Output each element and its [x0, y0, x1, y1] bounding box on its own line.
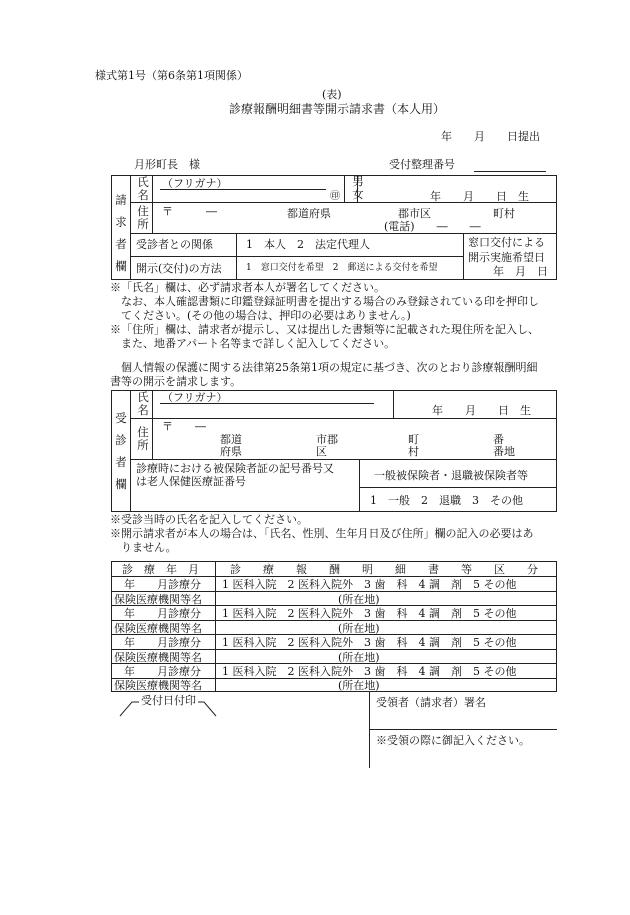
- insurance-label-1: 診療時における被保険者証の記号番号又: [136, 462, 334, 475]
- patient-section-label: 受 診 者 欄: [115, 411, 127, 491]
- note-3: てください。(その他の場合は、押印の必要はありません。): [110, 309, 411, 322]
- requester-furigana-line: [160, 189, 326, 190]
- method-options[interactable]: 1 窓口交付を希望 2 郵送による交付を希望: [246, 263, 438, 273]
- records-header-category: 診 療 報 酬 明 細 書 等 区 分: [230, 563, 538, 576]
- patient-no-top: 番: [493, 433, 504, 446]
- record-4-location[interactable]: (所在地): [338, 679, 380, 692]
- record-3-options[interactable]: 1 医科入院 2 医科入院外 3 歯 科 4 調 剤 5 その他: [222, 636, 517, 649]
- intro-line-2: 書等の開示を請求します。: [110, 375, 242, 388]
- record-1-options[interactable]: 1 医科入院 2 医科入院外 3 歯 科 4 調 剤 5 その他: [222, 578, 517, 591]
- note-1: ※「氏名」欄は、必ず請求者本人が署名してください。: [110, 281, 385, 294]
- requester-city: 郡市区: [398, 207, 431, 220]
- window-label-1: 窓口交付による: [468, 236, 545, 249]
- note-2: なお、本人確認書類に印鑑登録証明書を提出する場合のみ登録されている印を押印し: [110, 295, 539, 308]
- side-indicator: (表): [322, 88, 342, 101]
- note-4: ※「住所」欄は、請求者が提示し、又は提出した書類等に記載された現住所を記入し、: [110, 323, 539, 336]
- reception-number-field[interactable]: [474, 171, 546, 172]
- intro-line-1: 個人情報の保護に関する法律第25条第1項の規定に基づき、次のとおり診療報酬明細: [110, 361, 538, 374]
- window-label-2: 開示実施希望日: [468, 251, 545, 264]
- record-4-facility: 保険医療機関等名: [114, 679, 202, 692]
- note-7: ※開示請求者が本人の場合は、「氏名、性別、生年月日及び住所」欄の記入の必要はあ: [110, 527, 534, 540]
- insured-options[interactable]: 1 一般 2 退職 3 その他: [370, 494, 523, 507]
- receiver-signature-line[interactable]: [369, 729, 557, 730]
- addressee: 月形町長 様: [134, 158, 200, 171]
- requester-gender[interactable]: 男 女: [352, 174, 364, 201]
- record-2-facility: 保険医療機関等名: [114, 622, 202, 635]
- patient-no-bottom: 番地: [493, 445, 515, 458]
- stamp-label: 受付日付印: [141, 694, 196, 707]
- patient-town-bottom: 村: [408, 445, 419, 458]
- patient-pref-bottom: 府県: [220, 445, 242, 458]
- insurance-label-2: は老人保健医療証番号: [136, 475, 246, 488]
- requester-furigana[interactable]: （フリガナ）: [162, 177, 228, 190]
- patient-pref-top: 都道: [220, 433, 242, 446]
- patient-name-label: 氏 名: [137, 390, 149, 417]
- method-label: 開示(交付)の方法: [136, 262, 222, 275]
- record-4-month[interactable]: 年 月診療分: [124, 665, 201, 678]
- form-number: 様式第1号（第6条第1項関係）: [95, 69, 248, 82]
- record-3-facility: 保険医療機関等名: [114, 651, 202, 664]
- relation-options[interactable]: 1 本人 2 法定代理人: [246, 238, 370, 251]
- patient-city-bottom: 区: [316, 445, 327, 458]
- relation-label: 受診者との関係: [136, 238, 213, 251]
- requester-birth[interactable]: 年 月 日 生: [430, 190, 529, 203]
- note-5: また、地番アパート名等まで詳しく記入してください。: [110, 337, 396, 350]
- requester-pref: 都道府県: [287, 207, 331, 220]
- note-6: ※受診当時の氏名を記入してください。: [110, 513, 308, 526]
- patient-address-label: 住 所: [137, 425, 149, 452]
- record-4-options[interactable]: 1 医科入院 2 医科入院外 3 歯 科 4 調 剤 5 その他: [222, 665, 517, 678]
- record-2-options[interactable]: 1 医科入院 2 医科入院外 3 歯 科 4 調 剤 5 その他: [222, 607, 517, 620]
- patient-town-top: 町: [408, 433, 419, 446]
- records-header-month: 診 療 年 月: [122, 563, 199, 576]
- submission-date[interactable]: 年 月 日提出: [441, 130, 540, 143]
- seal-mark: ㊞: [330, 191, 340, 202]
- record-2-location[interactable]: (所在地): [338, 622, 380, 635]
- patient-furigana-line: [160, 403, 374, 404]
- receiver-label: 受領者（請求者）署名: [376, 696, 486, 709]
- requester-section-label: 請 求 者 欄: [115, 193, 127, 273]
- note-8: りません。: [110, 541, 177, 554]
- requester-name-label: 氏 名: [137, 175, 149, 202]
- record-3-location[interactable]: (所在地): [338, 651, 380, 664]
- requester-address-label: 住 所: [137, 204, 149, 231]
- requester-phone[interactable]: (電話) ― ―: [384, 220, 481, 233]
- record-1-location[interactable]: (所在地): [338, 593, 380, 606]
- record-2-month[interactable]: 年 月診療分: [124, 607, 201, 620]
- receiver-note: ※受領の際に御記入ください。: [376, 734, 530, 747]
- patient-furigana[interactable]: （フリガナ）: [162, 391, 228, 404]
- form-title: 診療報酬明細書等開示請求書（本人用）: [229, 102, 446, 116]
- window-date[interactable]: 年 月 日: [493, 265, 548, 278]
- patient-postal[interactable]: 〒 ―: [162, 420, 206, 433]
- reception-number-label: 受付整理番号: [389, 158, 455, 171]
- record-1-month[interactable]: 年 月診療分: [124, 578, 201, 591]
- insured-type: 一般被保険者・退職被保険者等: [374, 469, 528, 482]
- requester-postal[interactable]: 〒 ―: [162, 205, 217, 218]
- record-3-month[interactable]: 年 月診療分: [124, 636, 201, 649]
- record-1-facility: 保険医療機関等名: [114, 593, 202, 606]
- patient-birth[interactable]: 年 月 日 生: [432, 404, 531, 417]
- requester-town: 町村: [493, 207, 515, 220]
- patient-city-top: 市郡: [316, 433, 338, 446]
